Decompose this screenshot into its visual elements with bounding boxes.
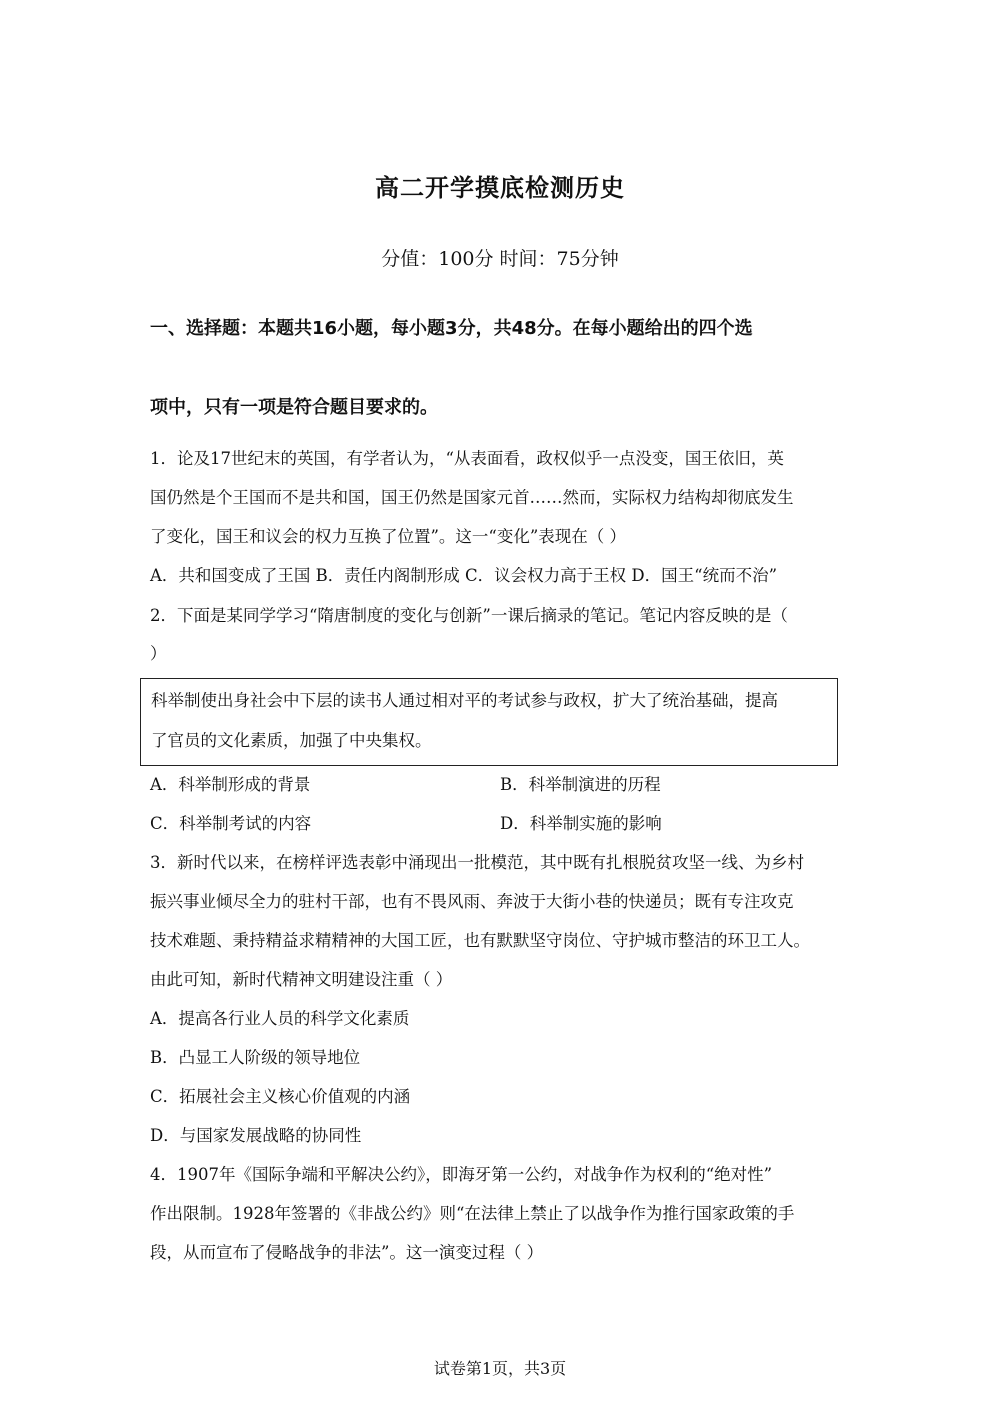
section-heading-line-2: 项中，只有一项是符合题目要求的。	[150, 397, 438, 418]
question-2-option-b: B．科举制演进的历程	[500, 775, 661, 794]
question-1-line-2: 国仍然是个王国而不是共和国，国王仍然是国家元首……然而，实际权力结构却彻底发生	[150, 488, 794, 507]
question-3-option-b: B．凸显工人阶级的领导地位	[150, 1048, 361, 1067]
question-2-option-d: D．科举制实施的影响	[500, 814, 662, 833]
question-2-line-1: 2．下面是某同学学习“隋唐制度的变化与创新”一课后摘录的笔记。笔记内容反映的是（	[150, 606, 788, 625]
question-2-note-box	[140, 678, 838, 766]
question-3-line-2: 振兴事业倾尽全力的驻村干部，也有不畏风雨、奔波于大街小巷的快递员；既有专注攻克	[150, 892, 794, 911]
score-time-info: 分值：100分 时间：75分钟	[381, 248, 619, 270]
question-2-option-c: C．科举制考试的内容	[150, 814, 312, 833]
note-box-line-1: 科举制使出身社会中下层的读书人通过相对平的考试参与政权，扩大了统治基础，提高	[151, 691, 778, 710]
question-1-options: A．共和国变成了王国 B．责任内阁制形成 C．议会权力高于王权 D．国王“统而不治”	[150, 566, 777, 585]
note-box-line-2: 了官员的文化素质，加强了中央集权。	[151, 731, 432, 750]
question-4-line-2: 作出限制。1928年签署的《非战公约》则“在法律上禁止了以战争作为推行国家政策的手	[150, 1204, 795, 1223]
question-3-option-c: C．拓展社会主义核心价值观的内涵	[150, 1087, 411, 1106]
question-3-line-1: 3．新时代以来，在榜样评选表彰中涌现出一批模范，其中既有扎根脱贫攻坚一线、为乡村	[150, 853, 804, 872]
question-3-line-3: 技术难题、秉持精益求精精神的大国工匠，也有默默坚守岗位、守护城市整洁的环卫工人。	[150, 931, 810, 950]
question-1-line-1: 1．论及17世纪末的英国，有学者认为，“从表面看，政权似乎一点没变，国王依旧，英	[150, 449, 784, 468]
question-3-option-d: D．与国家发展战略的协同性	[150, 1126, 362, 1145]
section-heading-line-1: 一、选择题：本题共16小题，每小题3分，共48分。在每小题给出的四个选	[150, 318, 753, 339]
question-4-line-3: 段，从而宣布了侵略战争的非法”。这一演变过程（ ）	[150, 1243, 544, 1262]
question-3-line-4: 由此可知，新时代精神文明建设注重（ ）	[150, 970, 453, 989]
page-title: 高二开学摸底检测历史	[375, 174, 625, 202]
question-4-line-1: 4．1907年《国际争端和平解决公约》，即海牙第一公约，对战争作为权利的“绝对性”	[150, 1165, 773, 1184]
question-2-line-2: ）	[150, 644, 167, 663]
question-3-option-a: A．提高各行业人员的科学文化素质	[150, 1009, 410, 1028]
page-footer: 试卷第1页，共3页	[433, 1359, 567, 1378]
question-2-option-a: A．科举制形成的背景	[150, 775, 311, 794]
question-1-line-3: 了变化，国王和议会的权力互换了位置”。这一“变化”表现在（ ）	[150, 527, 627, 546]
